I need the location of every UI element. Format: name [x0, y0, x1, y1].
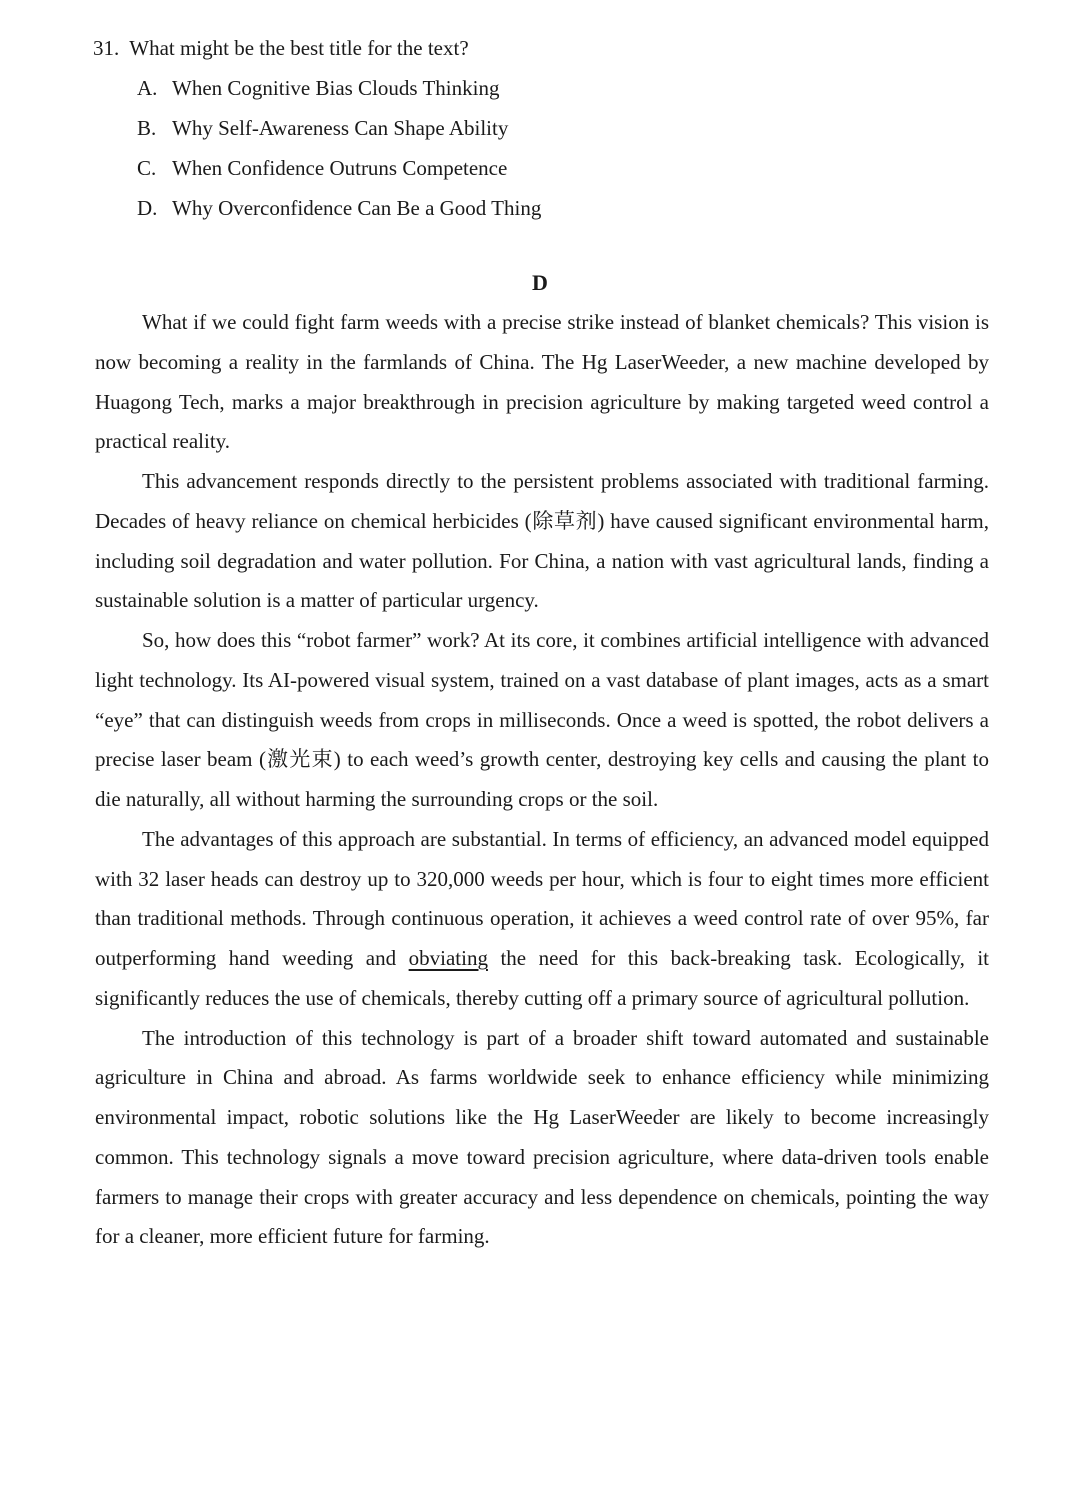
passage-paragraph-2: This advancement responds directly to the persistent problems associated with traditional farming. Decades of heavy reliance on chemical herbicides (除草剂) have caused significant environmental harm, including soil degradation and water pollution. For China, a nation with vast agricultural lands, finding a sustainable solution is a matter of particular urgency. — [95, 469, 989, 613]
option-letter: B. — [137, 116, 157, 140]
passage-paragraph-5: The introduction of this technology is part of a broader shift toward automated and sustainable agriculture in China and abroad. As farms worldwide seek to enhance efficiency while minimizing environmental impact, robotic solutions like the Hg LaserWeeder are likely to become increasingly common. This technology signals a move toward precision agriculture, where data-driven tools enable farmers to manage their crops with greater accuracy and less dependence on chemicals, pointing the way for a cleaner, more efficient future for farming. — [95, 1025, 989, 1249]
underlined-word: obviating — [408, 946, 488, 970]
option-d — [93, 188, 993, 228]
option-a — [93, 68, 993, 108]
reading-passage — [95, 303, 989, 1257]
option-b — [93, 108, 993, 148]
question-stem — [93, 28, 993, 68]
option-letter: A. — [137, 76, 158, 100]
passage-paragraph-3: So, how does this “robot farmer” work? At its core, it combines artificial intelligence with advanced light technology. Its AI-powered visual system, trained on a vast database of plant images, acts as a smart “eye” that can distinguish weeds from crops in milliseconds. Once a weed is spotted, the robot delivers a precise laser beam (激光束) to each weed’s growth center, destroying key cells and causing the plant to die naturally, all without harming the surrounding crops or the soil. — [95, 628, 989, 811]
option-text: When Cognitive Bias Clouds Thinking — [172, 76, 500, 100]
passage-paragraph-1: What if we could fight farm weeds with a precise strike instead of blanket chemicals? This vision is now becoming a reality in the farmlands of China. The Hg LaserWeeder, a new machine developed by Huagong Tech, marks a major breakthrough in precision agriculture by making targeted weed control a practical reality. — [95, 310, 989, 454]
question-31 — [93, 28, 993, 228]
passage-paragraph-4 — [95, 820, 989, 1019]
section-heading: D — [532, 270, 548, 295]
option-letter: D. — [137, 196, 158, 220]
paragraph-4-text-start: The advantages of this approach are substantial. In terms of efficiency, an advanced model equipped with 32 laser heads can destroy up to 320,000 weeds per hour, which is four to eight times more efficient than traditional methods. Through continuous operation, it achieves a weed control rate of over 95%, far outperforming hand weeding and — [95, 826, 989, 970]
question-number: 31. — [93, 36, 120, 60]
option-text: Why Self-Awareness Can Shape Ability — [172, 116, 509, 140]
question-text: What might be the best title for the text? — [129, 36, 469, 60]
paragraph-4-text-end: the need for this back-breaking task. Ecologically, it significantly reduces the use of chemicals, thereby cutting off a primary source of agricultural pollution. — [95, 946, 989, 1010]
option-letter: C. — [137, 156, 157, 180]
option-text: When Confidence Outruns Competence — [172, 156, 508, 180]
option-c — [93, 148, 993, 188]
option-text: Why Overconfidence Can Be a Good Thing — [172, 196, 542, 220]
answer-options — [93, 68, 993, 228]
